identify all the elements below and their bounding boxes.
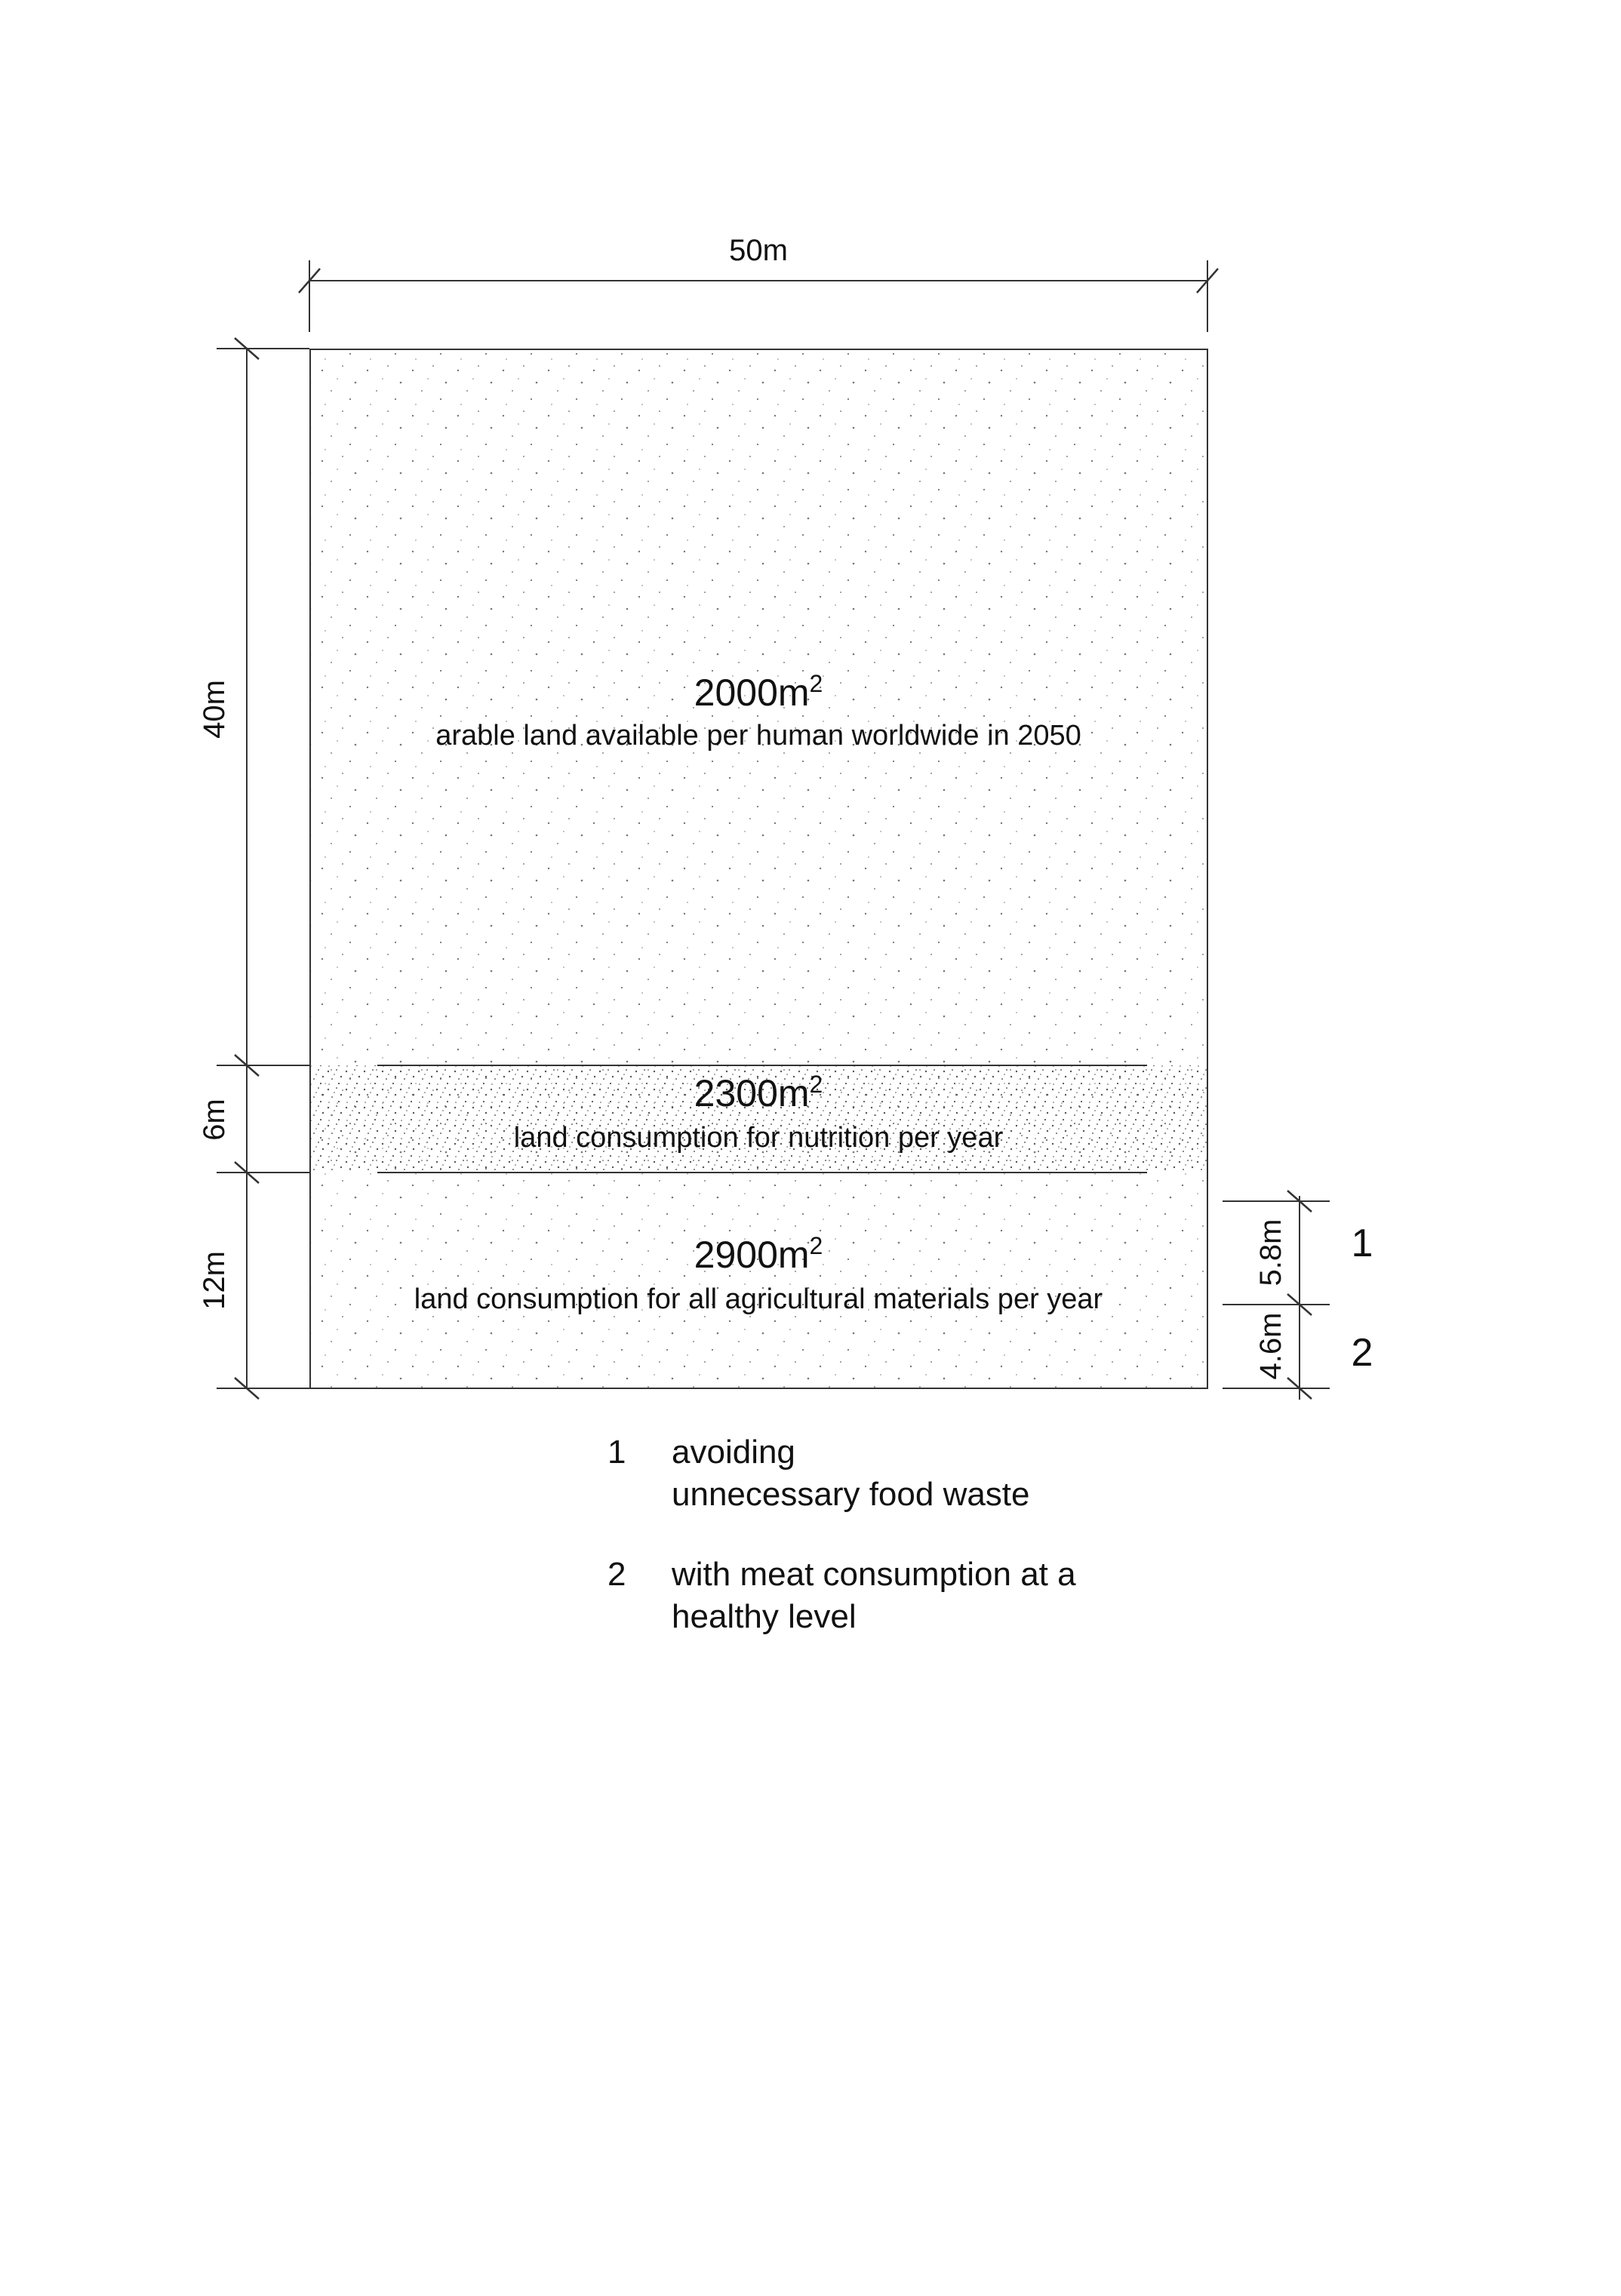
reduction-4.6m-label: 4.6m [1254, 1312, 1287, 1380]
area-2300-value: $2300m^2$ [694, 1071, 823, 1114]
land-field [310, 349, 1207, 1388]
legend-2-line-2: healthy level [672, 1598, 857, 1635]
area-2900-value: $2900m^2$ [694, 1232, 823, 1276]
legend-1-number: 1 [607, 1434, 626, 1471]
marker-1: 1 [1351, 1222, 1373, 1265]
legend-1-line-2: unnecessary food waste [672, 1476, 1030, 1513]
reduction-5.8m-label: 5.8m [1254, 1219, 1287, 1286]
reduction-dimension [1223, 1191, 1373, 1400]
area-2000-caption: arable land available per human worldwide in 2050 [435, 720, 1081, 752]
area-2900-caption: land consumption for all agricultural materials per year [414, 1283, 1103, 1315]
width-dimension [299, 234, 1218, 332]
height-40m-label: 40m [198, 680, 231, 739]
legend-2-line-1: with meat consumption at a [672, 1556, 1076, 1593]
height-dimension [198, 338, 309, 1399]
legend-1-line-1: avoiding [672, 1434, 795, 1471]
legend [607, 1434, 1076, 1635]
height-6m-label: 6m [198, 1099, 231, 1141]
marker-2: 2 [1351, 1331, 1373, 1375]
legend-2-number: 2 [607, 1556, 626, 1593]
area-2000-value: $2000m^2$ [694, 670, 823, 714]
height-12m-label: 12m [198, 1251, 231, 1310]
area-2300-caption: land consumption for nutrition per year [513, 1122, 1004, 1154]
width-label: 50m [729, 234, 788, 267]
